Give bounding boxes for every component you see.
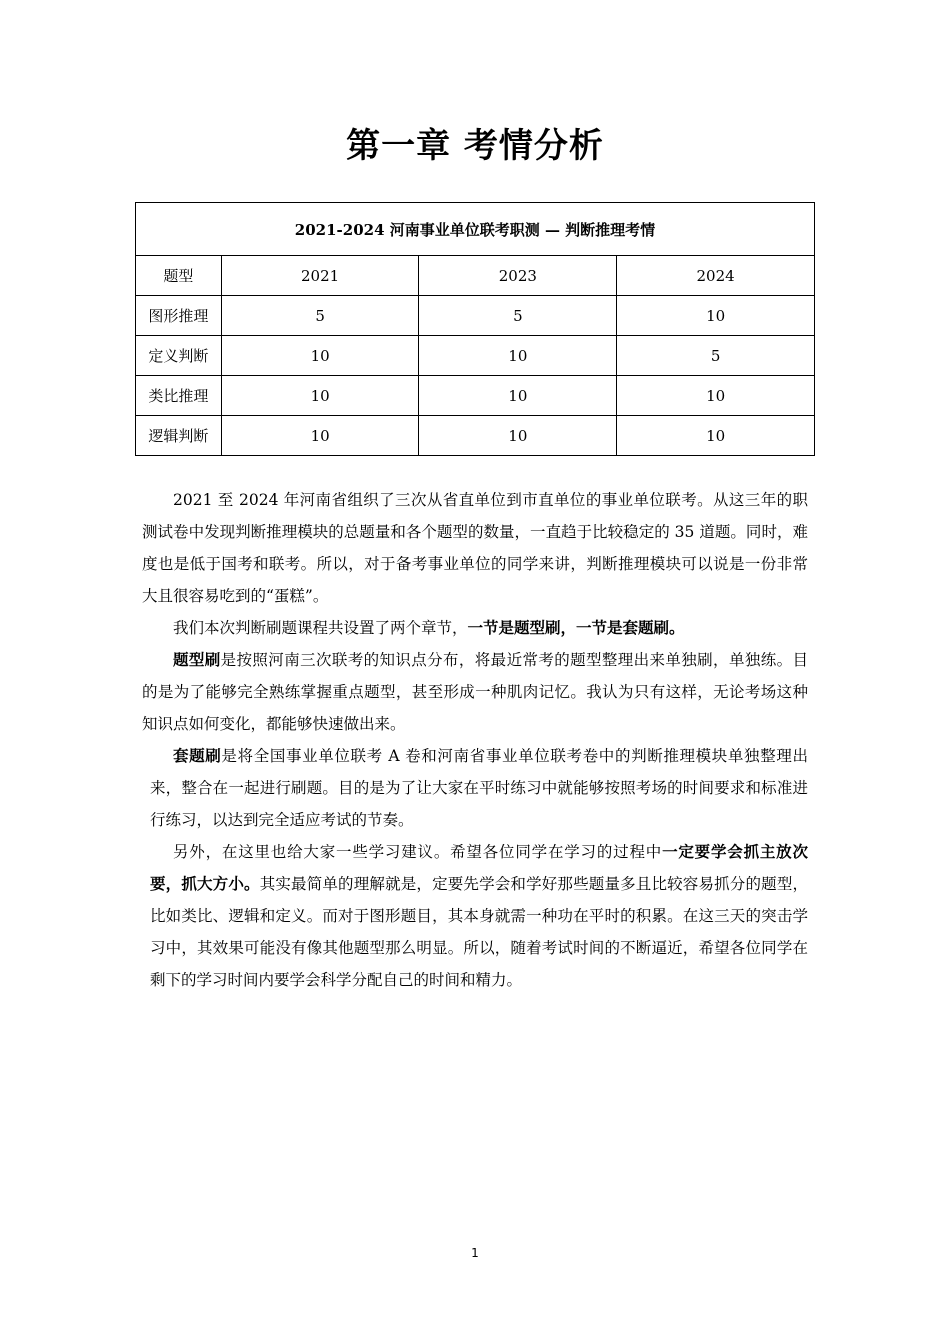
table-cell: 10 [419,416,617,456]
chapter-title: 第一章 考情分析 [346,126,604,166]
page-number: 1 [471,1246,479,1260]
table-caption: 2021-2024 河南事业单位联考职测 — 判断推理考情 [136,203,815,256]
paragraph-type-drill [142,644,808,740]
table-cell: 10 [419,336,617,376]
header-cell-2024: 2024 [617,256,815,296]
table-row [136,336,815,376]
row-label: 图形推理 [136,296,222,336]
table-cell: 5 [221,296,419,336]
table-cell: 10 [617,416,815,456]
paragraph-advice [142,836,808,996]
header-cell-2021: 2021 [221,256,419,296]
paragraph-intro: 2021 至 2024 年河南省组织了三次从省直单位到市直单位的事业单位联考。从这三年的职测试卷中发现判断推理模块的总题量和各个题型的数量，一直趋于比较稳定的 35 道题。同时，难度也是低于国考和联考。所以，对于备考事业单位的同学来讲，判断推理模块可以说是一份非常大且很容易吃到的“蛋糕”。 [142,491,808,605]
paragraph-set-drill [142,740,808,836]
table-cell: 5 [617,336,815,376]
paragraph-advice-rest: 其实最简单的理解就是，定要先学会和学好那些题量多且比较容易抓分的题型，比如类比、逻辑和定义。而对于图形题目，其本身就需一种功在平时的积累。在这三天的突击学习中，其效果可能没有像其他题型那么明显。所以，随着考试时间的不断逼近，希望各位同学在剩下的学习时间内要学会科学分配自己的时间和精力。 [150,875,808,989]
paragraph-advice-text: 另外，在这里也给大家一些学习建议。希望各位同学在学习的过程中 [173,843,663,861]
body-text [142,484,808,996]
table-cell: 10 [617,376,815,416]
table-row [136,416,815,456]
table-cell: 10 [221,336,419,376]
paragraph-advice-emphasis: 一定要学会抓主放次要，抓大方小。 [150,842,808,893]
paragraph-chapters [142,612,808,644]
table-cell: 5 [419,296,617,336]
table-cell: 10 [419,376,617,416]
row-label: 类比推理 [136,376,222,416]
term-set-drill: 套题刷 [173,746,222,765]
table-header-row [136,256,815,296]
paragraph-type-drill-text: 是按照河南三次联考的知识点分布，将最近常考的题型整理出来单独刷，单独练。目的是为了能够完全熟练掌握重点题型，甚至形成一种肌肉记忆。我认为只有这样，无论考场这种知识点如何变化，都能够快速做出来。 [142,651,808,733]
table-cell: 10 [617,296,815,336]
header-cell-2023: 2023 [419,256,617,296]
exam-stats-table [135,202,815,456]
row-label: 逻辑判断 [136,416,222,456]
paragraph-chapters-text: 我们本次判断刷题课程共设置了两个章节， [173,619,468,637]
paragraph-set-drill-text: 是将全国事业单位联考 A 卷和河南省事业单位联考卷中的判断推理模块单独整理出来，整合在一起进行刷题。目的是为了让大家在平时练习中就能够按照考场的时间要求和标准进行练习，以达到完全适应考试的节奏。 [150,747,808,829]
table-caption-row [136,203,815,256]
table-cell: 10 [221,416,419,456]
header-cell-type: 题型 [136,256,222,296]
paragraph-chapters-emphasis: 一节是题型刷，一节是套题刷。 [467,618,685,637]
term-type-drill: 题型刷 [173,650,221,669]
table-cell: 10 [221,376,419,416]
row-label: 定义判断 [136,336,222,376]
table-row [136,376,815,416]
table-row [136,296,815,336]
